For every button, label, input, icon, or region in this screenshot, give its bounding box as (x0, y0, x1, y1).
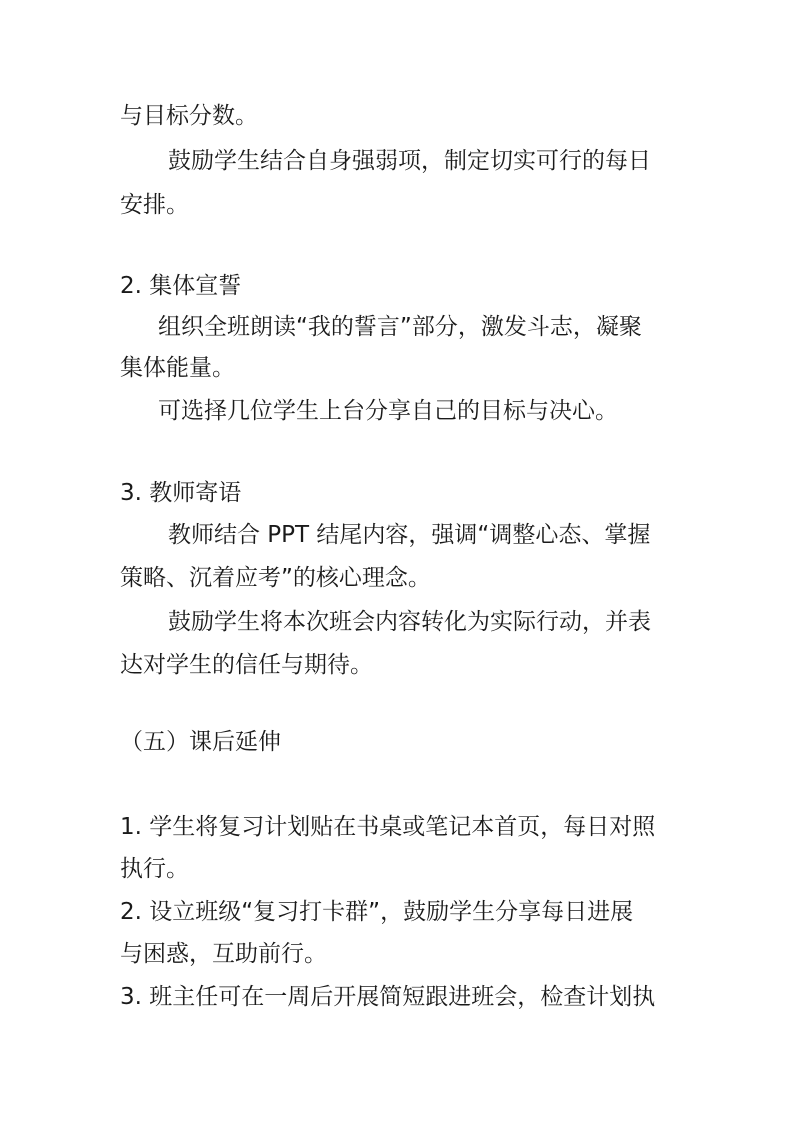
paragraph-line: 鼓励学生结合自身强弱项，制定切实可行的每日 (168, 148, 651, 174)
subheading-collective-oath: 2. 集体宣誓 (120, 273, 242, 299)
list-item-line: 2. 设立班级“复习打卡群”，鼓励学生分享每日进展 (120, 899, 634, 925)
paragraph-line: 组织全班朗读“我的誓言”部分，激发斗志，凝聚 (158, 314, 642, 340)
paragraph-line: 集体能量。 (120, 355, 235, 381)
paragraph-line: 策略、沉着应考”的核心理念。 (120, 565, 431, 591)
list-item-line: 与困惑，互助前行。 (120, 941, 327, 967)
subheading-teacher-message: 3. 教师寄语 (120, 480, 242, 506)
paragraph-line: 可选择几位学生上台分享自己的目标与决心。 (158, 398, 618, 424)
paragraph-line: 教师结合 PPT 结尾内容，强调“调整心态、掌握 (168, 522, 651, 548)
list-item-line: 3. 班主任可在一周后开展简短跟进班会，检查计划执 (120, 984, 656, 1010)
paragraph-line: 达对学生的信任与期待。 (120, 652, 373, 678)
paragraph-line: 与目标分数。 (120, 103, 258, 129)
list-item-line: 执行。 (120, 856, 189, 882)
section-heading: （五）课后延伸 (120, 729, 281, 755)
paragraph-line: 安排。 (120, 192, 189, 218)
list-item-line: 1. 学生将复习计划贴在书桌或笔记本首页，每日对照 (120, 814, 656, 840)
paragraph-line: 鼓励学生将本次班会内容转化为实际行动，并表 (168, 609, 651, 635)
